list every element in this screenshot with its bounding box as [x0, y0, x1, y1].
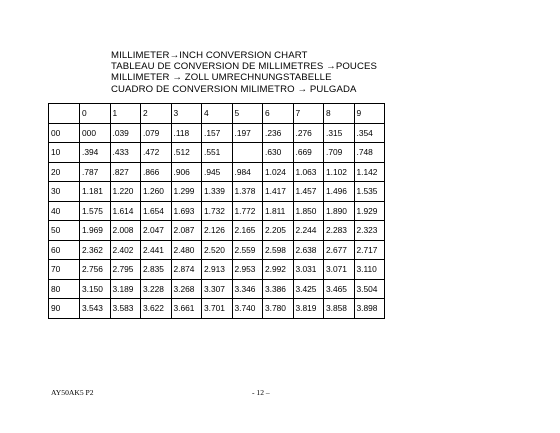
table-cell: 1.299: [171, 182, 202, 202]
table-cell: .827: [110, 162, 141, 182]
table-row: [49, 221, 385, 241]
table-cell: 3.425: [293, 279, 324, 299]
table-cell: 3.780: [263, 299, 294, 319]
column-header-6: 6: [263, 104, 294, 124]
page-number: - 12 –: [252, 388, 270, 397]
table-cell: 1.102: [324, 162, 355, 182]
table-cell: .197: [232, 123, 263, 143]
table-cell: .039: [110, 123, 141, 143]
table-cell: .709: [324, 143, 355, 163]
table-cell: 1.339: [202, 182, 233, 202]
table-cell: 2.677: [324, 240, 355, 260]
column-header-8: 8: [324, 104, 355, 124]
table-cell: 1.850: [293, 201, 324, 221]
table-cell: 1.969: [80, 221, 111, 241]
table-row: [49, 143, 385, 163]
table-cell: 3.189: [110, 279, 141, 299]
table-cell: .984: [232, 162, 263, 182]
table-cell: 2.913: [202, 260, 233, 280]
table-cell: 2.087: [171, 221, 202, 241]
table-cell: .551: [202, 143, 233, 163]
table-row: [49, 260, 385, 280]
table-cell: 3.386: [263, 279, 294, 299]
table-cell: 2.165: [232, 221, 263, 241]
table-cell: 1.811: [263, 201, 294, 221]
table-cell: 3.307: [202, 279, 233, 299]
table-row: [49, 240, 385, 260]
table-cell: 000: [80, 123, 111, 143]
table-cell: .748: [354, 143, 385, 163]
table-cell: 2.559: [232, 240, 263, 260]
table-cell: 3.268: [171, 279, 202, 299]
table-cell: 2.323: [354, 221, 385, 241]
table-cell: 1.142: [354, 162, 385, 182]
row-header: 30: [49, 182, 80, 202]
table-cell: .866: [141, 162, 172, 182]
table-cell: 1.024: [263, 162, 294, 182]
table-cell: .276: [293, 123, 324, 143]
column-header-7: 7: [293, 104, 324, 124]
table-cell: 1.575: [80, 201, 111, 221]
table-cell: 3.110: [354, 260, 385, 280]
table-cell: .630: [263, 143, 294, 163]
column-header-1: 1: [110, 104, 141, 124]
table-cell: 1.181: [80, 182, 111, 202]
table-cell: .079: [141, 123, 172, 143]
table-cell: 1.260: [141, 182, 172, 202]
table-cell: 3.701: [202, 299, 233, 319]
table-cell: 2.953: [232, 260, 263, 280]
table-cell: .354: [354, 123, 385, 143]
table-cell: 1.890: [324, 201, 355, 221]
table-cell: 1.457: [293, 182, 324, 202]
column-header-4: 4: [202, 104, 233, 124]
table-cell: 3.346: [232, 279, 263, 299]
table-cell: 2.441: [141, 240, 172, 260]
table-row: [49, 123, 385, 143]
table-cell: .394: [80, 143, 111, 163]
column-header-2: 2: [141, 104, 172, 124]
document-code: AY50AK5 P2: [51, 388, 94, 397]
column-header-5: 5: [232, 104, 263, 124]
table-cell: 1.496: [324, 182, 355, 202]
table-cell: 2.480: [171, 240, 202, 260]
table-cell: 2.008: [110, 221, 141, 241]
table-cell: 3.583: [110, 299, 141, 319]
chart-heading: [111, 50, 377, 95]
row-header: 50: [49, 221, 80, 241]
table-cell: 2.402: [110, 240, 141, 260]
table-cell: 3.858: [324, 299, 355, 319]
table-cell: 2.520: [202, 240, 233, 260]
table-cell: .787: [80, 162, 111, 182]
table-cell: 2.835: [141, 260, 172, 280]
heading-line-german: MILLIMETER → ZOLL UMRECHNUNGSTABELLE: [111, 72, 332, 84]
table-cell: 3.071: [324, 260, 355, 280]
table-cell: .118: [171, 123, 202, 143]
table-cell: 2.126: [202, 221, 233, 241]
column-header-0: 0: [80, 104, 111, 124]
table-cell: 2.283: [324, 221, 355, 241]
row-header: 10: [49, 143, 80, 163]
table-cell: 2.598: [263, 240, 294, 260]
row-header: 80: [49, 279, 80, 299]
table-cell: 1.535: [354, 182, 385, 202]
table-cell: .669: [293, 143, 324, 163]
row-header: 00: [49, 123, 80, 143]
table-cell: 2.047: [141, 221, 172, 241]
table-cell: 1.220: [110, 182, 141, 202]
column-header-3: 3: [171, 104, 202, 124]
table-cell: 1.772: [232, 201, 263, 221]
table-cell: 3.622: [141, 299, 172, 319]
table-cell: 2.992: [263, 260, 294, 280]
table-row: [49, 279, 385, 299]
row-header: 70: [49, 260, 80, 280]
table-cell: 3.543: [80, 299, 111, 319]
table-cell: 1.654: [141, 201, 172, 221]
table-cell: .906: [171, 162, 202, 182]
table-cell: 3.819: [293, 299, 324, 319]
row-header: 40: [49, 201, 80, 221]
row-header: 60: [49, 240, 80, 260]
heading-line-spanish: CUADRO DE CONVERSION MILIMETRO → PULGADA: [111, 83, 357, 95]
table-cell: .472: [141, 143, 172, 163]
table-cell: 2.717: [354, 240, 385, 260]
table-cell: 2.874: [171, 260, 202, 280]
table-row: [49, 182, 385, 202]
table-row: [49, 201, 385, 221]
conversion-table: [48, 103, 385, 319]
table-cell: 3.031: [293, 260, 324, 280]
table-cell: .157: [202, 123, 233, 143]
table-cell: 3.661: [171, 299, 202, 319]
row-header: 20: [49, 162, 80, 182]
table-header-row: [49, 104, 385, 124]
table-cell: 1.378: [232, 182, 263, 202]
column-header-9: 9: [354, 104, 385, 124]
table-cell: 2.795: [110, 260, 141, 280]
table-cell: 1.732: [202, 201, 233, 221]
table-cell: 1.929: [354, 201, 385, 221]
table-cell: 1.417: [263, 182, 294, 202]
table-cell: 2.244: [293, 221, 324, 241]
row-header: 90: [49, 299, 80, 319]
table-cell: 1.614: [110, 201, 141, 221]
table-cell: 1.693: [171, 201, 202, 221]
table-cell: .945: [202, 162, 233, 182]
heading-line-english: MILLIMETER→INCH CONVERSION CHART: [111, 50, 308, 61]
table-cell: .512: [171, 143, 202, 163]
table-cell: 2.205: [263, 221, 294, 241]
table-cell: .236: [263, 123, 294, 143]
heading-line-french: TABLEAU DE CONVERSION DE MILLIMETRES →POUCES: [111, 61, 377, 73]
table-cell: 3.740: [232, 299, 263, 319]
table-cell: 1.063: [293, 162, 324, 182]
table-cell: 3.898: [354, 299, 385, 319]
table-cell: 3.150: [80, 279, 111, 299]
table-cell: 3.465: [324, 279, 355, 299]
table-cell: 3.228: [141, 279, 172, 299]
table-cell: 3.504: [354, 279, 385, 299]
table-cell: 2.638: [293, 240, 324, 260]
table-cell: 2.756: [80, 260, 111, 280]
table-cell: .433: [110, 143, 141, 163]
table-row: [49, 299, 385, 319]
table-cell: .315: [324, 123, 355, 143]
table-cell: 2.362: [80, 240, 111, 260]
table-row: [49, 162, 385, 182]
table-cell: [232, 143, 263, 163]
table-corner-cell: [49, 104, 80, 124]
